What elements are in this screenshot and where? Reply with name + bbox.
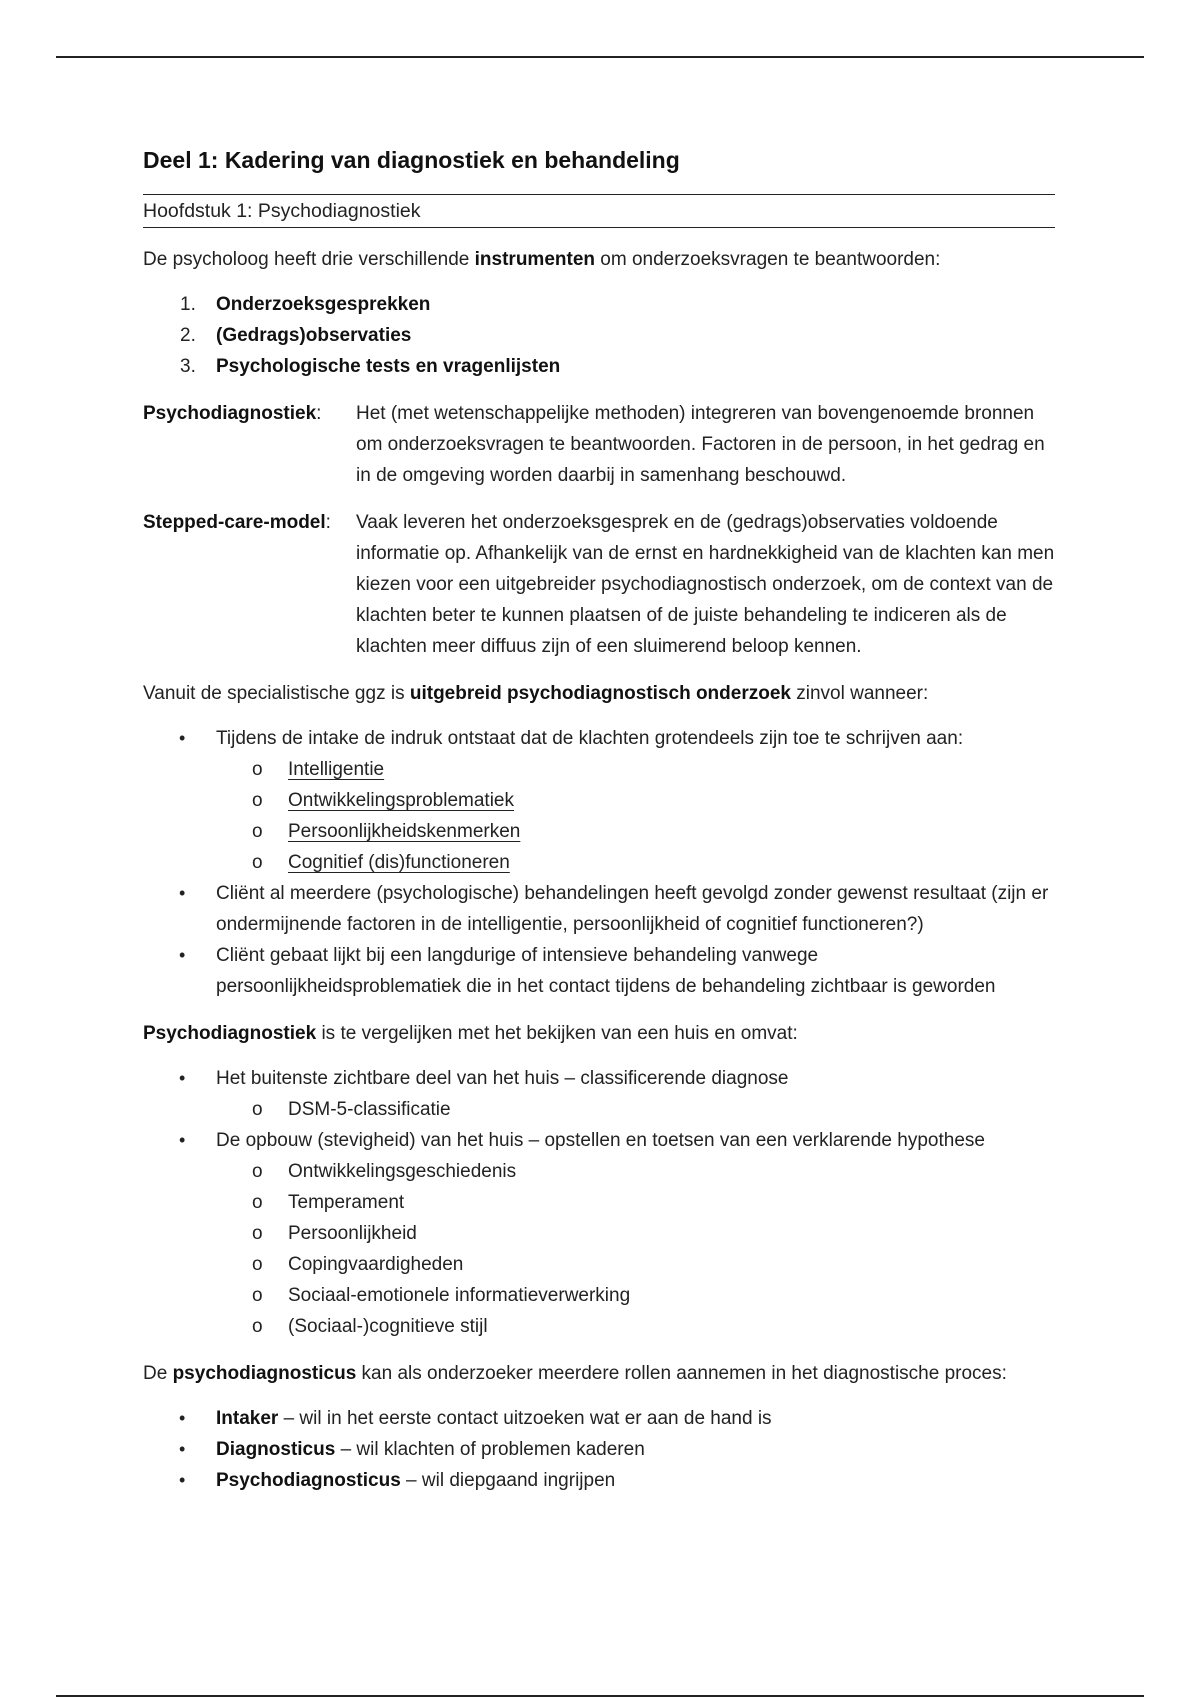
sub-list-item xyxy=(143,1218,1055,1249)
header-rule xyxy=(56,56,1144,58)
sub-bullet-icon: o xyxy=(252,1161,263,1182)
definition-stepped-care xyxy=(143,507,1055,662)
sub-list-item xyxy=(143,847,1055,878)
definition-psychodiagnostiek xyxy=(143,398,1055,491)
roles-paragraph xyxy=(143,1358,1055,1389)
sub-item-text: Persoonlijkheid xyxy=(288,1223,417,1244)
sub-list-item xyxy=(143,816,1055,847)
sub-bullet-icon: o xyxy=(252,1254,263,1275)
part-title-rest: : Kadering van diagnostiek en behandeling xyxy=(210,147,680,173)
roles-text-before: De xyxy=(143,1363,173,1384)
chapter-title: Hoofdstuk 1: Psychodiagnostiek xyxy=(143,194,1055,228)
sub-item-text: Ontwikkelingsproblematiek xyxy=(288,790,514,811)
sub-bullet-icon: o xyxy=(252,1099,263,1120)
list-item-text: Cliënt gebaat lijkt bij een langdurige of intensieve behandeling vanwege persoonlijkheidsproblematiek die in het contact tijdens de behandeling zichtbaar is geworden xyxy=(216,945,996,997)
list-item-label: Onderzoeksgesprekken xyxy=(216,294,431,315)
list-item-text: Het buitenste zichtbare deel van het huis – classificerende diagnose xyxy=(216,1068,789,1089)
sub-bullet-icon: o xyxy=(252,1285,263,1306)
house-paragraph xyxy=(143,1018,1055,1049)
sub-list-item xyxy=(143,785,1055,816)
bullet-icon: • xyxy=(179,1130,186,1150)
list-item xyxy=(143,1125,1055,1342)
sub-item-text: Cognitief (dis)functioneren xyxy=(288,852,510,873)
definition-term xyxy=(143,398,356,491)
role-label: Intaker xyxy=(216,1408,279,1429)
part-title xyxy=(143,140,1055,180)
list-item xyxy=(143,320,1055,351)
list-item-text: Tijdens de intake de indruk ontstaat dat de klachten grotendeels zijn toe te schrijven aan: xyxy=(216,728,964,749)
sub-item-text: Copingvaardigheden xyxy=(288,1254,464,1275)
sub-item-text: Intelligentie xyxy=(288,759,385,780)
definition-term xyxy=(143,507,356,662)
term-colon: : xyxy=(316,403,322,424)
bullet-icon: • xyxy=(179,1408,186,1428)
list-item-text: De opbouw (stevigheid) van het huis – opstellen en toetsen van een verklarende hypothese xyxy=(216,1130,985,1151)
term-label: Stepped-care-model xyxy=(143,512,326,533)
sub-list-item xyxy=(143,1094,1055,1125)
role-description: – wil klachten of problemen kaderen xyxy=(335,1439,645,1460)
roles-text-after: kan als onderzoeker meerdere rollen aannemen in het diagnostische proces: xyxy=(356,1363,1007,1384)
definition-text: Vaak leveren het onderzoeksgesprek en de (gedrags)observaties voldoende informatie op. Afhankelijk van de ernst en hardnekkigheid van de klachten kan men kiezen voor een uitgebreider psychodiagnostisch onderzoek, om de context van de klachten beter te kunnen plaatsen of de juiste behandeling te indiceren als de klachten meer diffuus zijn of een sluimerend beloop kennen. xyxy=(356,512,1055,657)
role-description: – wil in het eerste contact uitzoeken wat er aan de hand is xyxy=(278,1408,772,1429)
sub-bullet-icon: o xyxy=(252,759,263,780)
sub-item-text: Temperament xyxy=(288,1192,405,1213)
sub-list-item xyxy=(143,754,1055,785)
sub-item-text: Sociaal-emotionele informatieverwerking xyxy=(288,1285,631,1306)
ggz-bullet-list xyxy=(143,723,1055,1002)
roles-bullet-list xyxy=(143,1403,1055,1496)
list-item-label: (Gedrags)observaties xyxy=(216,325,412,346)
role-label: Psychodiagnosticus xyxy=(216,1470,401,1491)
footer-rule xyxy=(56,1695,1144,1697)
intro-text-after: om onderzoeksvragen te beantwoorden: xyxy=(595,249,941,270)
roles-text-bold: psychodiagnosticus xyxy=(172,1363,357,1384)
role-description: – wil diepgaand ingrijpen xyxy=(400,1470,616,1491)
ggz-text-bold: uitgebreid psychodiagnostisch onderzoek xyxy=(409,683,791,704)
sub-item-text: DSM-5-classificatie xyxy=(288,1099,451,1120)
instruments-list xyxy=(143,289,1055,382)
list-number: 2. xyxy=(180,325,196,346)
sub-list-item xyxy=(143,1187,1055,1218)
list-item xyxy=(143,351,1055,382)
list-number: 1. xyxy=(180,294,196,315)
sub-bullet-icon: o xyxy=(252,821,263,842)
house-text-after: is te vergelijken met het bekijken van een huis en omvat: xyxy=(316,1023,798,1044)
sub-list-item xyxy=(143,1311,1055,1342)
list-item-text: Cliënt al meerdere (psychologische) behandelingen heeft gevolgd zonder gewenst resultaat (zijn er ondermijnende factoren in de intelligentie, persoonlijkheid of cognitief functioneren?) xyxy=(216,883,1049,935)
list-item xyxy=(143,1434,1055,1465)
sub-bullet-icon: o xyxy=(252,852,263,873)
ggz-paragraph xyxy=(143,678,1055,709)
term-label: Psychodiagnostiek xyxy=(143,403,317,424)
bullet-icon: • xyxy=(179,728,186,748)
definition-text: Het (met wetenschappelijke methoden) integreren van bovengenoemde bronnen om onderzoeksvragen te beantwoorden. Factoren in de persoon, in het gedrag en in de omgeving worden daarbij in samenhang beschouwd. xyxy=(356,403,1045,486)
bullet-icon: • xyxy=(179,1470,186,1490)
bullet-icon: • xyxy=(179,945,186,965)
sub-item-text: Persoonlijkheidskenmerken xyxy=(288,821,521,842)
bullet-icon: • xyxy=(179,1439,186,1459)
term-colon: : xyxy=(325,512,331,533)
sub-item-text: (Sociaal-)cognitieve stijl xyxy=(288,1316,488,1337)
sub-bullet-icon: o xyxy=(252,1192,263,1213)
sub-item-text: Ontwikkelingsgeschiedenis xyxy=(288,1161,517,1182)
ggz-text-after: zinvol wanneer: xyxy=(790,683,929,704)
sub-bullet-icon: o xyxy=(252,1316,263,1337)
list-item xyxy=(143,940,1055,1002)
bullet-icon: • xyxy=(179,883,186,903)
list-item xyxy=(143,289,1055,320)
sub-list-item xyxy=(143,1249,1055,1280)
sub-list-item xyxy=(143,1280,1055,1311)
ggz-text-before: Vanuit de specialistische ggz is xyxy=(143,683,410,704)
list-item xyxy=(143,1403,1055,1434)
intro-text-bold: instrumenten xyxy=(474,249,595,270)
list-item xyxy=(143,723,1055,878)
document-page xyxy=(143,140,1055,1496)
list-item xyxy=(143,878,1055,940)
sub-list-item xyxy=(143,1156,1055,1187)
house-bullet-list xyxy=(143,1063,1055,1342)
sub-bullet-icon: o xyxy=(252,1223,263,1244)
list-number: 3. xyxy=(180,356,196,377)
list-item-label: Psychologische tests en vragenlijsten xyxy=(216,356,561,377)
list-item xyxy=(143,1063,1055,1125)
part-title-prefix: Deel 1 xyxy=(143,147,211,173)
intro-paragraph xyxy=(143,244,1055,275)
bullet-icon: • xyxy=(179,1068,186,1088)
sub-bullet-icon: o xyxy=(252,790,263,811)
list-item xyxy=(143,1465,1055,1496)
intro-text-before: De psycholoog heeft drie verschillende xyxy=(143,249,475,270)
role-label: Diagnosticus xyxy=(216,1439,336,1460)
house-text-bold: Psychodiagnostiek xyxy=(143,1023,317,1044)
